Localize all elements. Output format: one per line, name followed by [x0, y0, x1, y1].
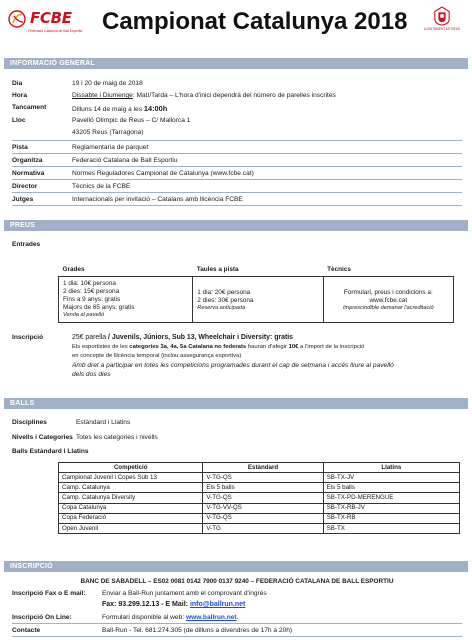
tancament-value	[72, 104, 167, 114]
header-taules: Taules a pista	[193, 264, 323, 277]
fax-label: Inscripció Fax o E mail:	[12, 590, 86, 597]
balls-subtitle: Balls Estàndard i Llatins	[12, 448, 89, 455]
tecnics-line2: www.fcbe.cat	[369, 297, 408, 304]
email-link[interactable]: info@ballrun.net	[189, 601, 246, 608]
inscripcio-note-4: dels dos dies	[72, 371, 111, 378]
lloc-line1: Pavelló Olímpic de Reus – C/ Mallorca 1	[72, 117, 191, 124]
note-categories: categories 3a, 4a, 5a Catalana no federats	[129, 344, 247, 350]
estandard-cell: Els 5 balls	[203, 483, 323, 493]
normativa-value: Normes Reguladores Campionat de Catalunya (www.fcbe.cat)	[72, 170, 254, 177]
note-text: Els esportistes de les	[72, 344, 130, 350]
divider	[12, 166, 462, 167]
llatins-cell: SB-TX	[323, 523, 459, 533]
nivells-value: Totes les categories i nivells	[76, 434, 158, 441]
crest-text: AJUNTAMENT DE REUS	[424, 27, 461, 31]
grades-line: 2 dies: 15€ persona	[63, 288, 120, 295]
city-crest-icon	[433, 6, 451, 26]
taules-cell	[193, 277, 323, 323]
fax-line2	[102, 601, 245, 610]
lloc-line2: 43205 Reus (Tarragona)	[72, 129, 144, 136]
pista-value: Reglamentaria de parquet	[72, 144, 149, 151]
normativa-label: Normativa	[12, 170, 45, 177]
competicio-cell: Copa Catalunya	[59, 503, 203, 513]
contacte-label: Contacte	[12, 627, 41, 634]
logo-subtitle: Federació Catalana de Ball Esportiu	[28, 29, 83, 33]
online-label: Inscripció On Line:	[12, 614, 72, 621]
divider	[12, 153, 462, 154]
table-row	[59, 523, 460, 533]
bank-account-line: BANC DE SABADELL – ES02 0081 0142 7900 0137 9240 – FEDERACIÓ CATALANA DE BALL ESPORTIU	[80, 578, 394, 585]
header-grades: Grades	[59, 264, 193, 277]
estandard-cell: V-TG-QS	[203, 493, 323, 503]
competicio-cell: Copa Federació	[59, 513, 203, 523]
table-header-row	[59, 264, 454, 277]
fax-number: Fax: 93.299.12.13 - E Mail:	[102, 601, 190, 608]
fcbe-logo	[6, 8, 83, 38]
estandard-cell: V-TG	[203, 523, 323, 533]
director-value: Tècnics de la FCBE	[72, 183, 131, 190]
contacte-value: Ball-Run - Tel. 681.274.305 (de dilluns a divendres de 17h a 20h)	[102, 627, 293, 634]
section-inscripcio: INSCRIPCIÓ	[4, 561, 468, 572]
table-row	[59, 503, 460, 513]
header-tecnics: Tècnics	[323, 264, 453, 277]
divider	[12, 205, 462, 206]
llatins-cell: Els 5 balls	[323, 483, 459, 493]
disciplines-value: Estàndard i Llatins	[76, 419, 131, 426]
table-row	[59, 493, 460, 503]
estandard-cell: V-TG-QS	[203, 472, 323, 482]
llatins-cell: SB-TX-RB-JV	[323, 503, 459, 513]
inscripcio-price: 25€ parella	[72, 334, 107, 341]
table-row	[59, 513, 460, 523]
fax-line1: Enviar a Ball-Run juntament amb el comprovant d'ingrés	[102, 590, 267, 597]
online-value	[102, 614, 238, 622]
divider	[12, 140, 462, 141]
lloc-label: Lloc	[12, 117, 26, 124]
table-header-row	[59, 463, 460, 473]
reus-crest	[424, 6, 460, 40]
page-header	[6, 4, 466, 42]
llatins-cell: SB-TX-JV	[323, 472, 459, 482]
inscripcio-value	[72, 334, 293, 343]
dia-label: Dia	[12, 80, 23, 87]
tecnics-line1: Formulari, preus i condicions a:	[343, 289, 433, 296]
tancament-prefix: Dilluns 14 de maig a les	[72, 106, 144, 113]
fcbe-dancers-icon	[8, 10, 28, 28]
inscripcio-separator: /	[106, 334, 112, 341]
entrades-table	[58, 264, 454, 323]
competicio-cell: Camp. Catalunya	[59, 483, 203, 493]
table-row	[59, 277, 454, 323]
jutges-value: Internacionals per invitació – Catalans amb llicència FCBE	[72, 196, 243, 203]
organitza-value: Federació Catalana de Ball Esportiu	[72, 157, 178, 164]
logo-text: FCBE	[30, 9, 72, 27]
balls-table	[58, 462, 460, 534]
note-amount: 10€	[288, 344, 299, 350]
hora-days: Dissabte i Diumenge	[72, 92, 133, 99]
tecnics-cell	[323, 277, 453, 323]
grades-note: Venda al pavelló	[63, 312, 105, 318]
section-preus: PREUS	[4, 220, 468, 231]
competicio-cell: Campionat Juvenil i Copes Sub 13	[59, 472, 203, 482]
hora-label: Hora	[12, 92, 28, 99]
online-suffix: .	[236, 614, 239, 621]
inscripcio-note-3: Amb dret a participar en totes les competicions programades durant el cap de setmana i accés lliure al pavelló	[72, 362, 394, 369]
inscripcio-label: Inscripció	[12, 334, 44, 341]
pista-label: Pista	[12, 144, 28, 151]
grades-line: 1 dia: 10€ persona	[63, 280, 116, 287]
director-label: Director	[12, 183, 38, 190]
llatins-cell: SB-TX-PD-MERENGUE	[323, 493, 459, 503]
disciplines-label: Disciplines	[12, 419, 47, 426]
tancament-label: Tancament	[12, 104, 47, 111]
online-prefix: Formulari disponible al web:	[102, 614, 186, 621]
header-competicio: Competició	[59, 463, 203, 473]
llatins-cell: SB-TX-RB	[323, 513, 459, 523]
inscripcio-free-categories: Juvenils, Júniors, Sub 13, Wheelchair i Diversity: gratis	[111, 334, 293, 341]
table-row	[59, 472, 460, 482]
grades-line: Majors de 65 anys: gratis	[63, 304, 135, 311]
competicio-cell: Open Juvenil	[59, 523, 203, 533]
hora-rest: : Matí/Tarda – L'hora d'inici dependrà del número de parelles inscrites	[132, 92, 336, 99]
tancament-time: 14:00h	[143, 104, 168, 113]
hora-value	[72, 92, 336, 100]
estandard-cell: V-TG-VV-QS	[203, 503, 323, 513]
competicio-cell: Camp. Catalunya Diversity	[59, 493, 203, 503]
table-row	[59, 483, 460, 493]
organitza-label: Organitza	[12, 157, 43, 164]
jutges-label: Jutges	[12, 196, 34, 203]
divider	[12, 623, 462, 624]
note-text: hauran d'afegir	[246, 344, 289, 350]
entrades-label: Entrades	[12, 241, 41, 248]
grades-line: Fins a 9 anys: gratis	[63, 296, 121, 303]
estandard-cell: V-TG-QS	[203, 513, 323, 523]
header-llatins: Llatins	[323, 463, 459, 473]
taules-note: Reserva anticipada	[197, 305, 246, 311]
header-estandard: Estàndard	[203, 463, 323, 473]
divider	[12, 192, 462, 193]
tecnics-note: Imprescindible demanar l'acreditació	[343, 305, 434, 311]
page-title: Campionat Catalunya 2018	[102, 8, 408, 35]
online-url-link[interactable]: www.ballrun.net	[185, 614, 237, 621]
section-informacio-general: INFORMACIÓ GENERAL	[4, 58, 468, 69]
divider	[12, 179, 462, 180]
note-text: a l'import de la inscripció	[298, 344, 365, 350]
dia-value: 19 i 20 de maig de 2018	[72, 80, 143, 87]
section-balls: BALLS	[4, 398, 468, 409]
grades-cell	[59, 277, 193, 323]
taules-line: 1 dia: 20€ persona	[197, 289, 251, 296]
nivells-label: Nivells i Categories	[12, 434, 73, 441]
inscripcio-note-2: en concepte de llicència temporal (inclou assegurança esportiva)	[72, 353, 242, 359]
divider	[12, 636, 462, 637]
inscripcio-note-1	[72, 344, 472, 351]
taules-line: 2 dies: 30€ persona	[197, 297, 254, 304]
